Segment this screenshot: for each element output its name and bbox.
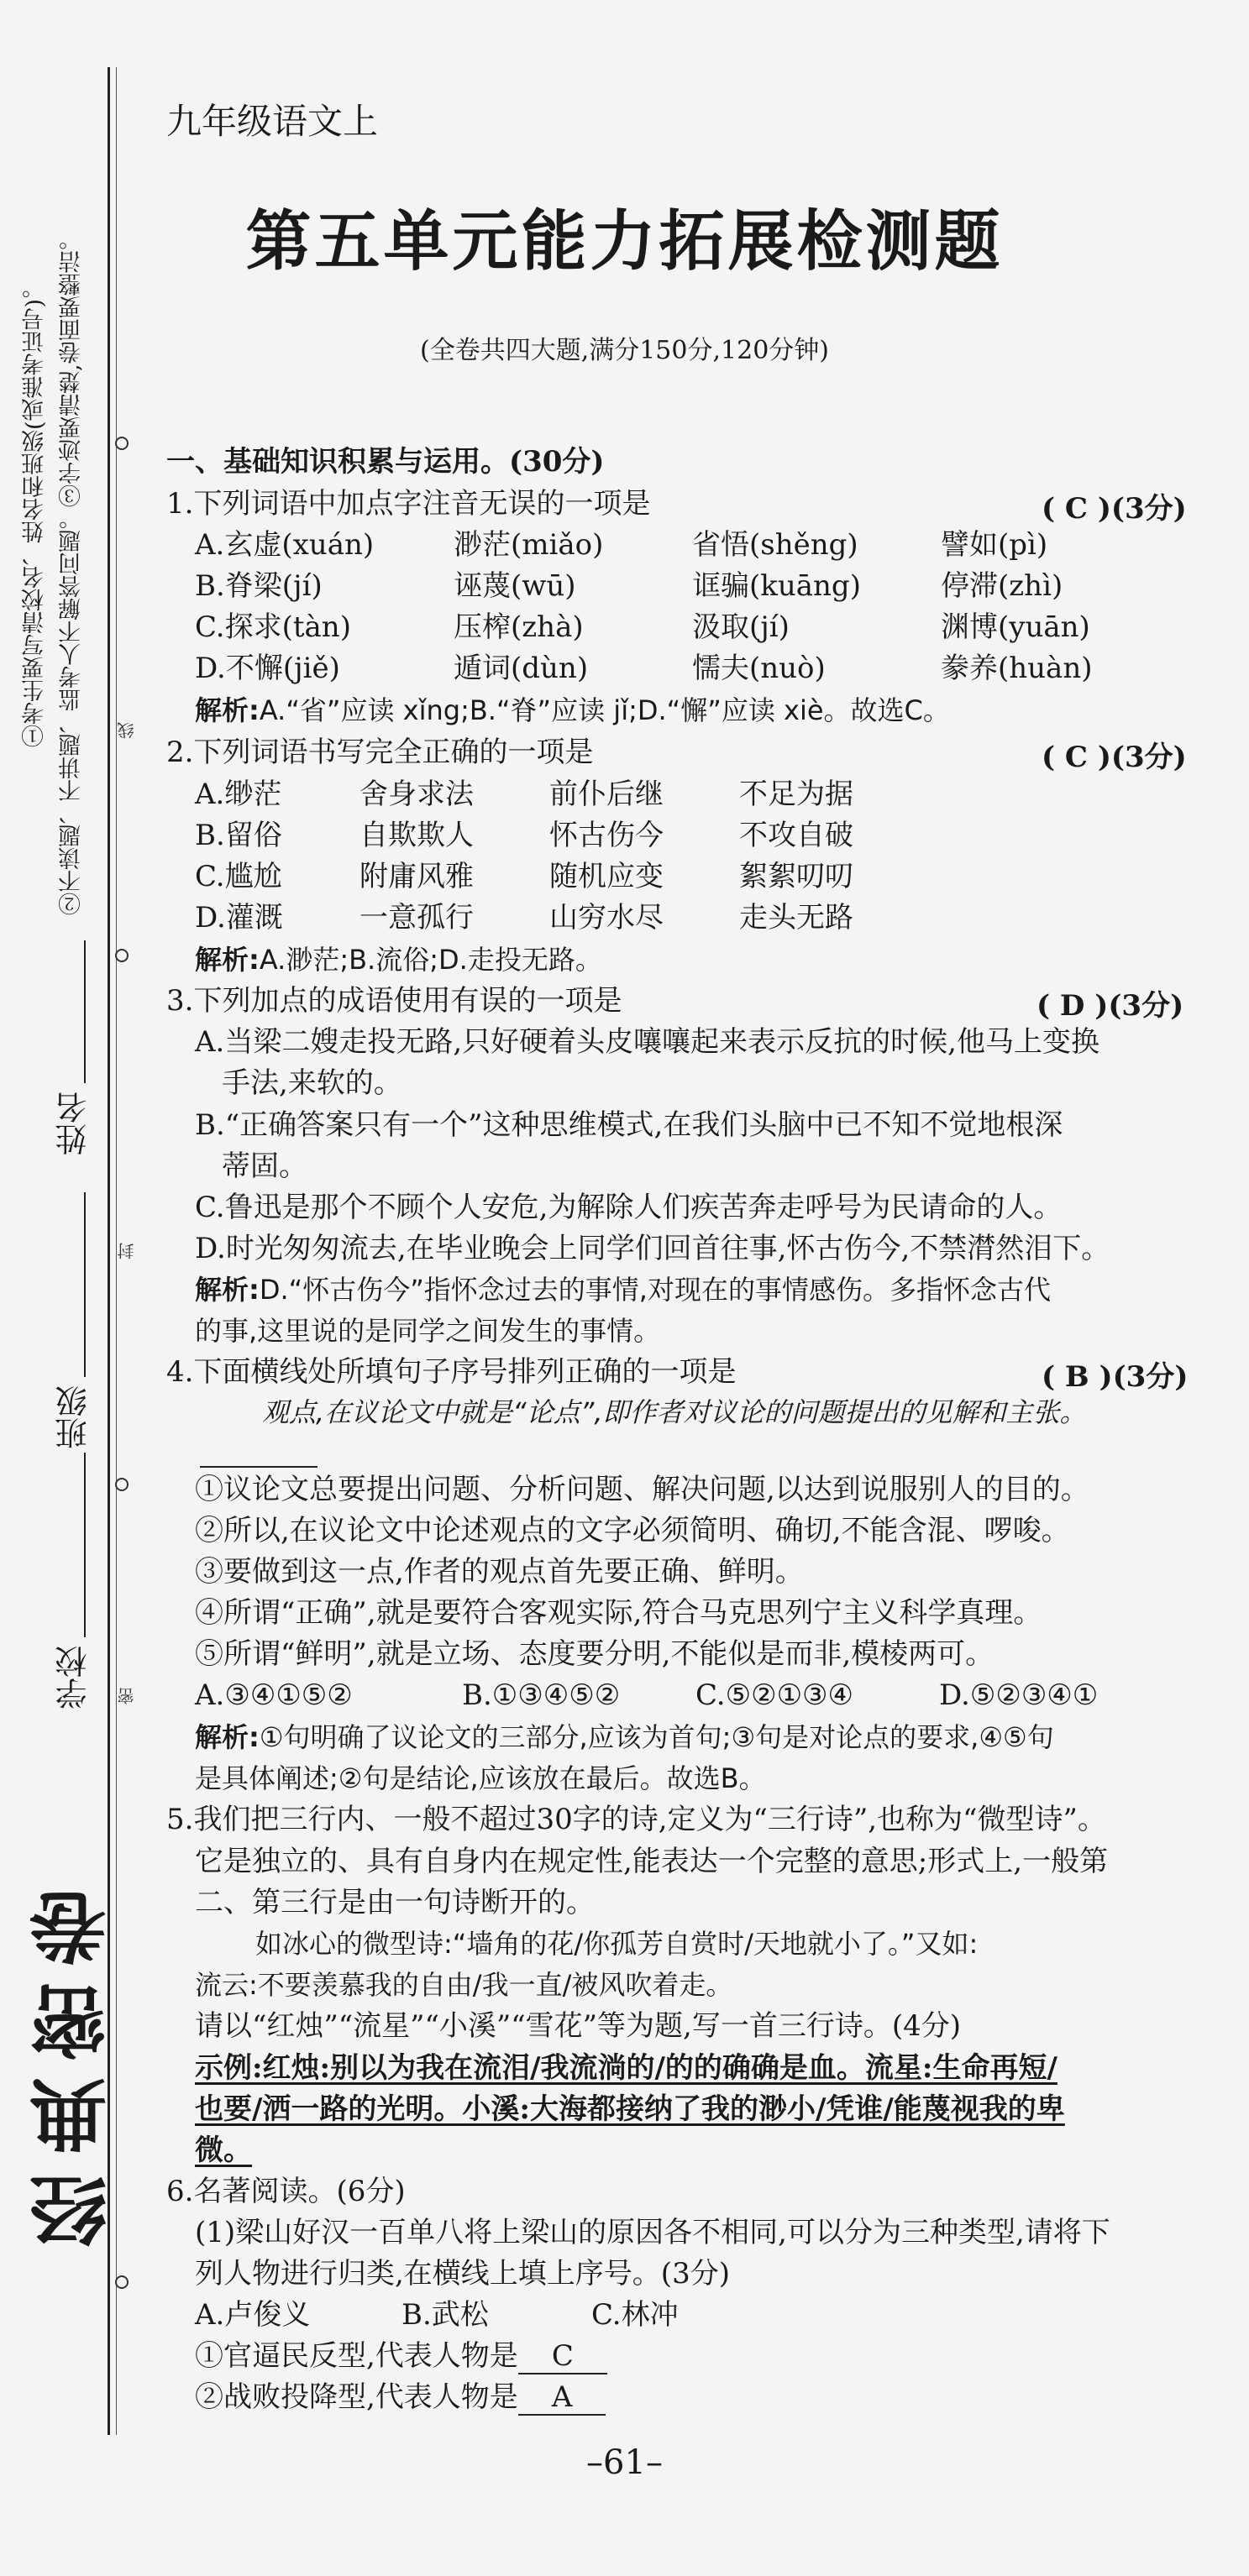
- q5-example-cont: 流云:不要羡慕我的自由/我一直/被风吹着走。: [195, 1969, 733, 2001]
- q2-option-b-1: B.留俗: [195, 819, 282, 852]
- q2-option-b-4: 不攻自破: [739, 819, 853, 852]
- q1-option-c-2: 压榨(zhà): [454, 610, 584, 644]
- q6-type1-label: ①官逼民反型,代表人物是: [195, 2339, 518, 2373]
- q3-explanation: [195, 1271, 1051, 1308]
- q6-option-a: A.卢俊义: [195, 2298, 311, 2332]
- q6-type1: [195, 2338, 607, 2374]
- question-5-line: 5.我们把三行内、一般不超过30字的诗,定义为“三行诗”,也称为“微型诗”。: [166, 1803, 1106, 1836]
- grade-label: 九年级语文上: [166, 101, 379, 142]
- q1-option-c-4: 渊博(yuān): [941, 610, 1090, 644]
- q1-option-b-4: 停滞(zhì): [941, 569, 1063, 603]
- q1-option-d-3: 懦夫(nuò): [692, 652, 826, 685]
- q2-option-a-4: 不足为据: [739, 778, 853, 811]
- section-heading: 一、基础知识积累与运用。(30分): [166, 445, 605, 479]
- field-label-school: 学校: [55, 1646, 92, 1709]
- brand-logo: 经典密卷: [29, 1872, 119, 2249]
- q1-option-d-2: 遁词(dùn): [454, 652, 589, 685]
- q3-line: D.时光匆匆流去,在毕业晚会上同学们回首往事,怀古伤今,不禁潸然泪下。: [195, 1232, 1110, 1265]
- q1-option-a-2: 渺茫(miǎo): [454, 528, 604, 562]
- q5-task: 请以“红烛”“流星”“小溪”“雪花”等为题,写一首三行诗。(4分): [195, 2009, 962, 2043]
- q6-option-b: B.武松: [401, 2298, 489, 2332]
- q1-option-a-4: 譬如(pì): [941, 528, 1048, 562]
- question-5-line: 它是独立的、具有自身内在规定性,能表达一个完整的意思;形式上,一般第: [195, 1845, 1109, 1878]
- q4-item: ①议论文总要提出问题、分析问题、解决问题,以达到说服别人的目的。: [195, 1473, 1089, 1506]
- q4-option-c: C.⑤②①③④: [695, 1678, 854, 1712]
- exam-notice-2: ②不读题、不讲题、监考人不解答问题。③字迹要清楚,卷面要整洁。: [59, 228, 85, 915]
- q2-option-a-2: 舍身求法: [359, 778, 474, 811]
- question-5-line: 二、第三行是由一句诗断开的。: [195, 1886, 595, 1919]
- q1-option-c-3: 汲取(jí): [692, 610, 790, 644]
- q1-option-d-4: 豢养(huàn): [941, 652, 1093, 685]
- question-3-answer: ( D )(3分): [1036, 989, 1184, 1023]
- q2-option-c-1: C.尴尬: [195, 860, 282, 893]
- q3-line: B.“正确答案只有一个”这种思维模式,在我们头脑中已不知不觉地根深: [195, 1108, 1063, 1142]
- q3-line: C.鲁迅是那个不顾个人安危,为解除人们疾苦奔走呼号为民请命的人。: [195, 1191, 1063, 1224]
- q1-option-c-1: C.探求(tàn): [195, 610, 351, 644]
- q4-option-b: B.①③④⑤②: [462, 1678, 621, 1712]
- binding-hole: [115, 437, 129, 450]
- q1-explanation: [195, 692, 950, 729]
- exam-notice-1: ①考生要写清校名、姓名和班级(或准考证号)。: [22, 275, 48, 747]
- q4-item: ②所以,在议论文中论述观点的文字必须简明、确切,不能含混、啰唆。: [195, 1514, 1070, 1547]
- q2-option-d-4: 走头无路: [739, 901, 853, 935]
- q1-option-a-1: A.玄虚(xuán): [195, 528, 375, 562]
- q3-explanation-cont: 的事,这里说的是同学之间发生的事情。: [195, 1315, 661, 1347]
- q4-option-d: D.⑤②③④①: [939, 1678, 1099, 1712]
- explanation-lead: 解析:: [195, 1274, 260, 1306]
- q2-option-b-3: 怀古伤今: [549, 819, 664, 852]
- q1-option-d-1: D.不懈(jiě): [195, 652, 340, 685]
- question-2-stem: 2.下列词语书写完全正确的一项是: [166, 736, 594, 769]
- q1-option-b-1: B.脊梁(jí): [195, 569, 323, 603]
- field-label-name: 姓名: [55, 1092, 92, 1155]
- page-title: 第五单元能力拓展检测题: [245, 203, 1004, 280]
- school-blank[interactable]: [84, 1453, 86, 1637]
- q3-line: 蒂固。: [222, 1149, 307, 1183]
- q6-sub1-cont: 列人物进行归类,在横线上填上序号。(3分): [195, 2257, 730, 2291]
- q6-option-c: C.林冲: [591, 2298, 679, 2332]
- seal-mark-seal: 封: [117, 1243, 137, 1259]
- question-4-answer: ( B )(3分): [1042, 1360, 1189, 1394]
- q6-type2-answer-blank[interactable]: A: [518, 2380, 606, 2416]
- q4-item: ⑤所谓“鲜明”,就是立场、态度要分明,不能似是而非,模棱两可。: [195, 1637, 994, 1671]
- question-6-stem: 6.名著阅读。(6分): [166, 2175, 406, 2208]
- explanation-lead: 解析:: [195, 944, 260, 976]
- q4-item: ④所谓“正确”,就是要符合客观实际,符合马克思列宁主义科学真理。: [195, 1596, 1042, 1630]
- binding-hole: [115, 1478, 129, 1491]
- q2-explanation: [195, 941, 602, 978]
- name-blank[interactable]: [84, 940, 86, 1083]
- field-label-class: 班级: [55, 1385, 92, 1449]
- q5-sample-answer: 示例:红烛:别以为我在流泪/我流淌的/的的确确是血。流星:生命再短/: [195, 2051, 1057, 2085]
- explanation-text: ①句明确了议论文的三部分,应该为首句;③句是对论点的要求,④⑤句: [259, 1721, 1054, 1753]
- explanation-lead: 解析:: [195, 1721, 260, 1753]
- q2-option-d-3: 山穷水尽: [549, 901, 664, 935]
- class-blank[interactable]: [84, 1192, 86, 1377]
- binding-hole: [115, 2275, 129, 2289]
- explanation-text: D.“怀古伤今”指怀念过去的事情,对现在的事情感伤。多指怀念古代: [259, 1274, 1051, 1306]
- question-2-answer: ( C )(3分): [1042, 741, 1187, 774]
- question-3-stem: 3.下列加点的成语使用有误的一项是: [166, 984, 622, 1018]
- q2-option-a-3: 前仆后继: [549, 778, 664, 811]
- q5-sample-answer-end: 微。: [195, 2134, 252, 2167]
- q6-type2: [195, 2379, 606, 2416]
- seal-mark-secret: 密: [117, 1688, 137, 1704]
- explanation-text: A.渺茫;B.流俗;D.走投无路。: [259, 944, 602, 976]
- seal-mark-line: 线: [117, 722, 137, 739]
- page-number: –61–: [586, 2443, 663, 2482]
- q2-option-b-2: 自欺欺人: [359, 819, 474, 852]
- q1-option-a-3: 省悟(shěng): [692, 528, 858, 562]
- exam-info: (全卷共四大题,满分150分,120分钟): [419, 336, 829, 365]
- question-1-answer: ( C )(3分): [1042, 492, 1187, 526]
- q2-option-d-1: D.灌溉: [195, 901, 283, 935]
- question-1-stem: 1.下列词语中加点字注音无误的一项是: [166, 487, 651, 521]
- explanation-lead: 解析:: [195, 694, 260, 726]
- q1-option-b-2: 诬蔑(wū): [454, 569, 576, 603]
- question-4-stem: 4.下面横线处所填句子序号排列正确的一项是: [166, 1355, 737, 1389]
- q4-option-a: A.③④①⑤②: [195, 1678, 353, 1712]
- q2-option-c-4: 絮絮叨叨: [739, 860, 853, 893]
- q6-sub1: (1)梁山好汉一百单八将上梁山的原因各不相同,可以分为三种类型,请将下: [195, 2216, 1110, 2249]
- q2-option-a-1: A.缈茫: [195, 778, 282, 811]
- q1-option-b-3: 诓骗(kuāng): [692, 569, 861, 603]
- q4-explanation-cont: 是具体阐述;②句是结论,应该放在最后。故选B。: [195, 1762, 766, 1794]
- q4-explanation: [195, 1719, 1054, 1756]
- q5-example: 如冰心的微型诗:“墙角的花/你孤芳自赏时/天地就小了。”又如:: [255, 1928, 979, 1960]
- q3-line: A.当梁二嫂走投无路,只好硬着头皮嚷嚷起来表示反抗的时候,他马上变换: [195, 1025, 1099, 1059]
- q4-passage: 观点,在议论文中就是“论点”,即作者对议论的问题提出的见解和主张。: [262, 1396, 1087, 1428]
- q2-option-d-2: 一意孤行: [359, 901, 474, 935]
- q2-option-c-3: 随机应变: [549, 860, 664, 893]
- q4-item: ③要做到这一点,作者的观点首先要正确、鲜明。: [195, 1555, 804, 1589]
- q5-sample-answer-cont: 也要/洒一路的光明。小溪:大海都接纳了我的渺小/凭谁/能蔑视我的卑: [195, 2092, 1065, 2126]
- q6-type2-label: ②战败投降型,代表人物是: [195, 2380, 518, 2414]
- q2-option-c-2: 附庸风雅: [359, 860, 474, 893]
- q3-line: 手法,来软的。: [222, 1066, 402, 1100]
- explanation-text: A.“省”应读 xǐng;B.“脊”应读 jǐ;D.“懈”应读 xiè。故选C。: [259, 694, 950, 726]
- q4-blank[interactable]: [200, 1466, 317, 1468]
- q6-type1-answer-blank[interactable]: C: [518, 2339, 607, 2374]
- binding-hole: [115, 949, 129, 962]
